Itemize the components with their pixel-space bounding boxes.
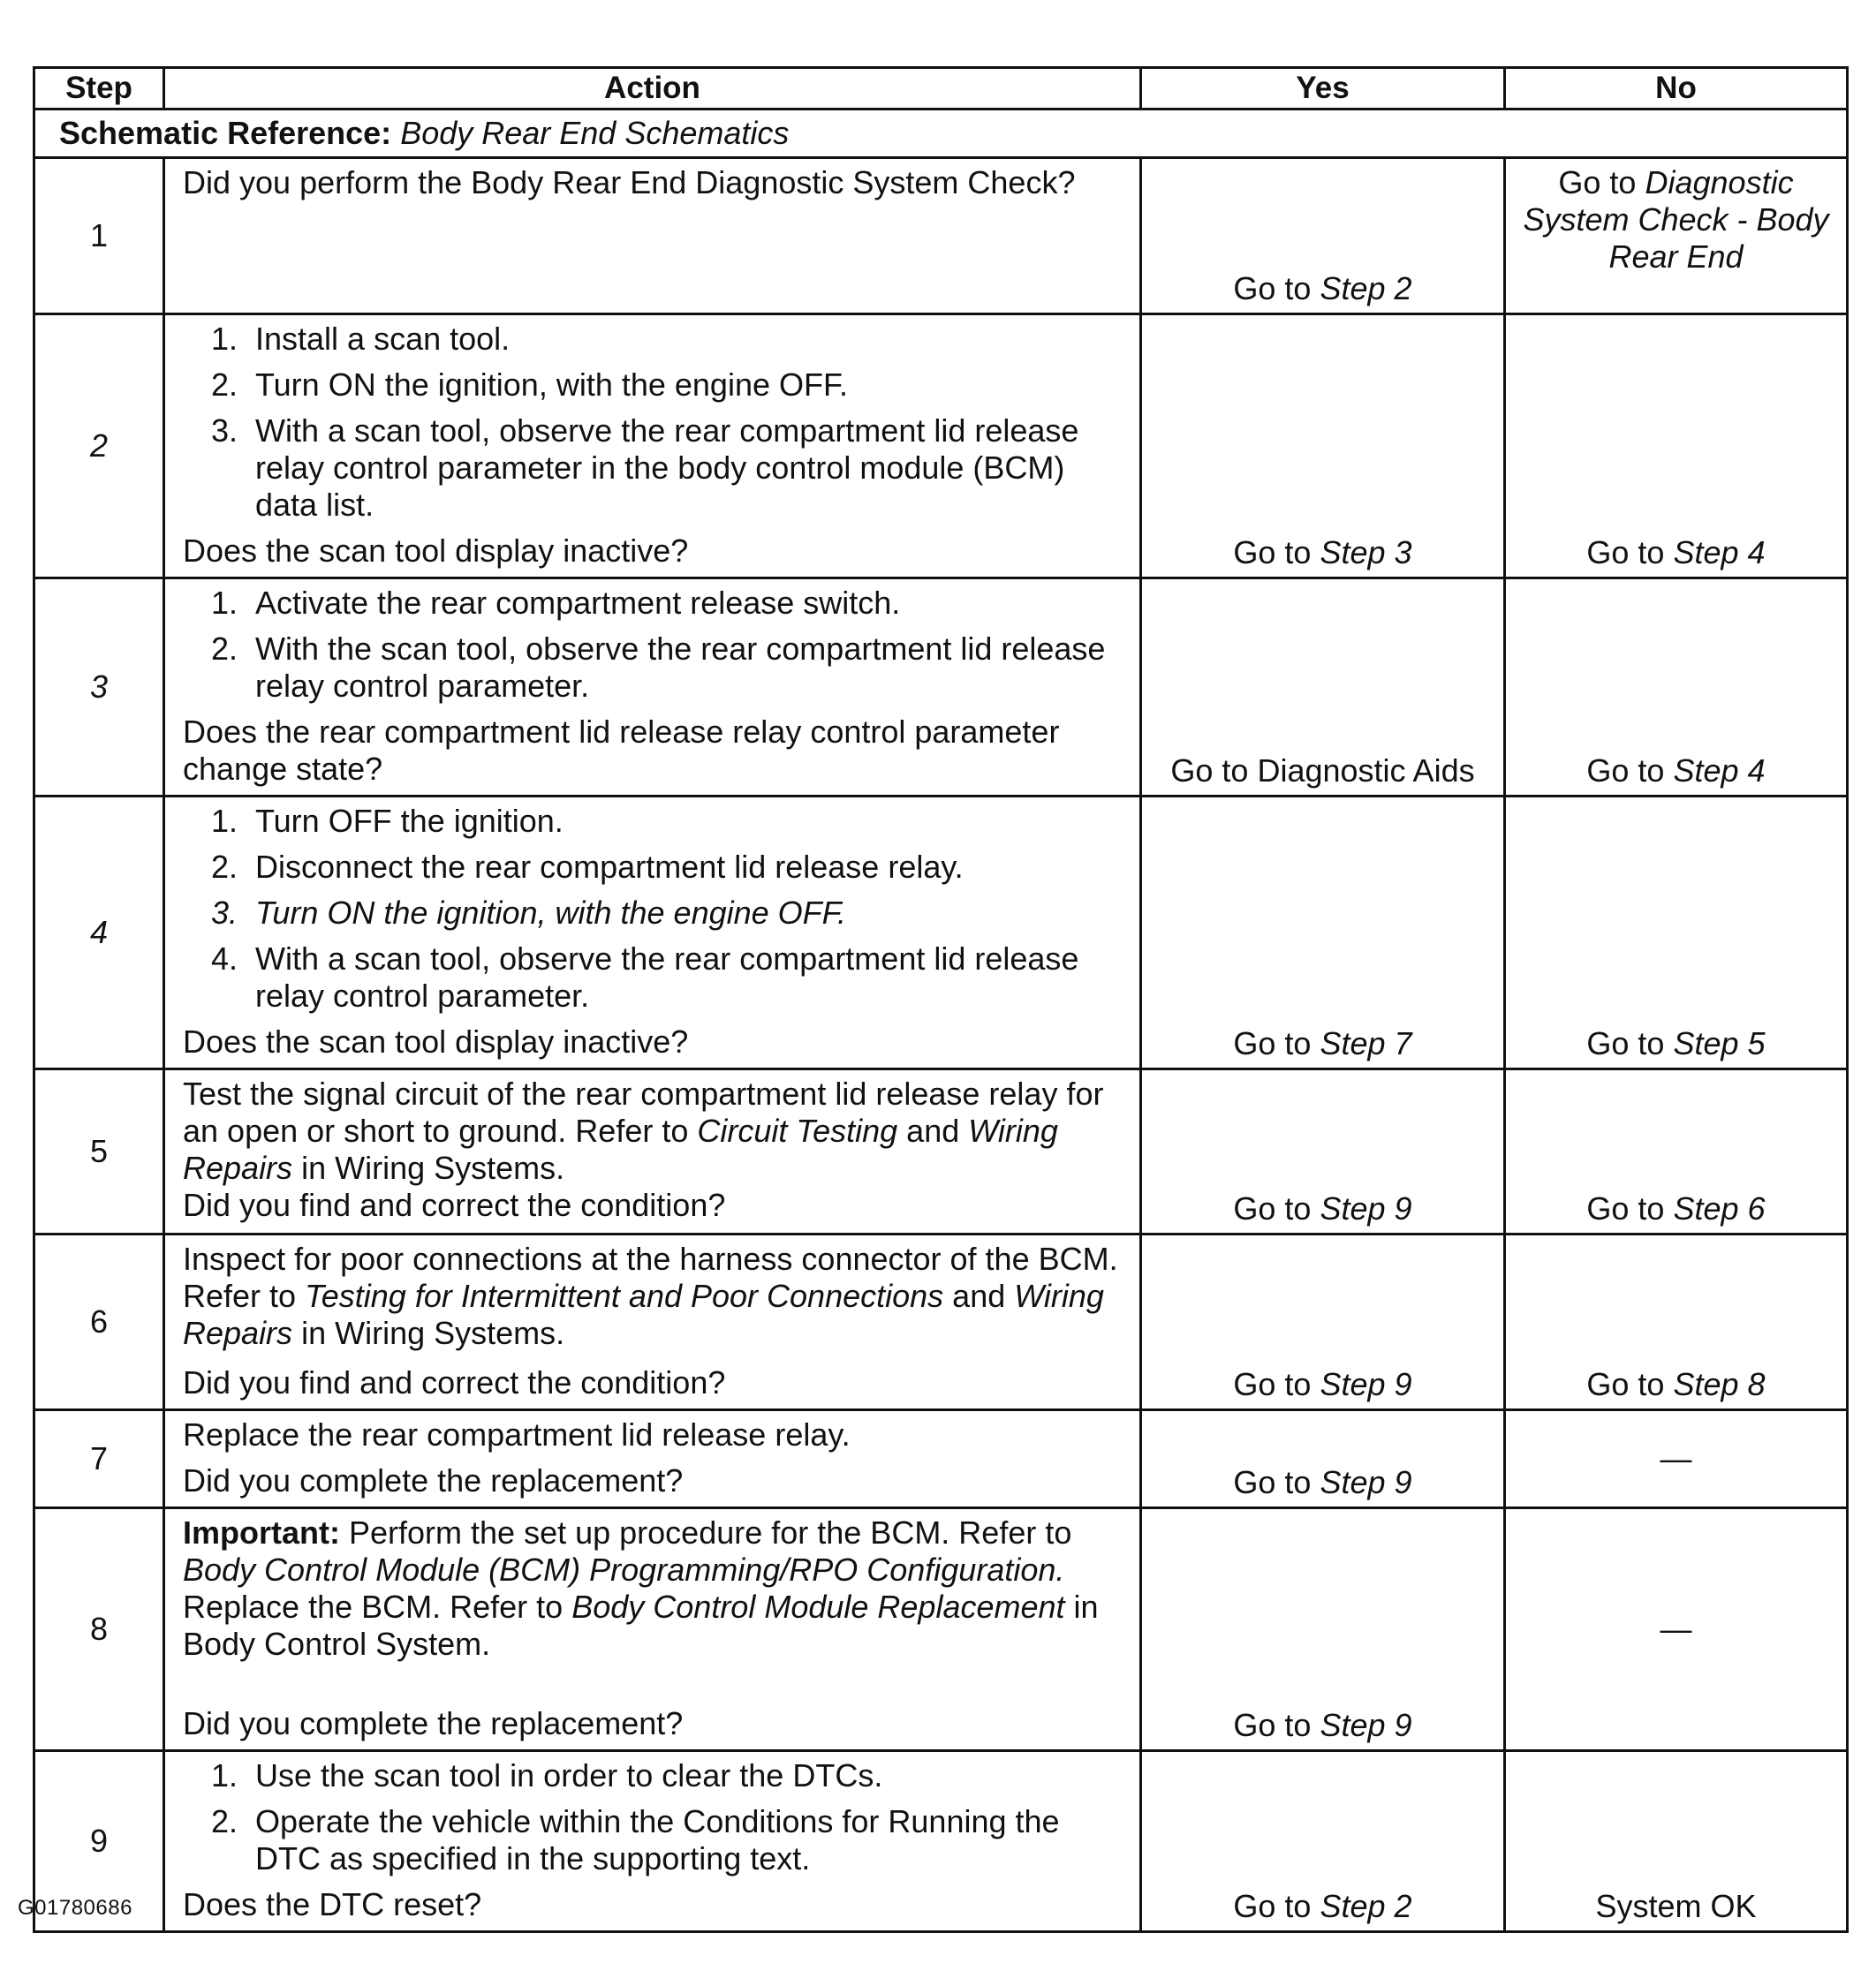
no-cell bbox=[1505, 1069, 1848, 1235]
no-link[interactable]: Step 5 bbox=[1673, 1025, 1766, 1061]
yes-link[interactable]: Step 7 bbox=[1320, 1025, 1412, 1061]
list-item: 1. Activate the rear compartment release switch. bbox=[211, 585, 901, 621]
no-cell bbox=[1505, 578, 1848, 797]
table-row bbox=[34, 1751, 1848, 1932]
yes-cell bbox=[1141, 158, 1505, 314]
action-list bbox=[183, 585, 1122, 705]
no-link[interactable]: Diagnostic System Check - Body Rear End bbox=[1523, 164, 1829, 275]
action-list bbox=[183, 321, 1122, 524]
action-text: Test the signal circuit of the rear compartment lid release relay for an open or short to ground. Refer to Circuit Testing and Wiring Repairs in Wiring Systems. bbox=[183, 1076, 1104, 1186]
table-row bbox=[34, 1235, 1848, 1410]
action-text: Important: Perform the set up procedure for the BCM. Refer to Body Control Module (BCM) Programming/RPO Configuration. bbox=[183, 1514, 1072, 1588]
list-item: 1. Install a scan tool. bbox=[211, 321, 511, 357]
step-number: 1 bbox=[34, 158, 164, 314]
step-number: 7 bbox=[34, 1410, 164, 1508]
wiring-repairs-link[interactable]: Wiring Repairs bbox=[183, 1113, 1058, 1186]
list-item: 2. Disconnect the rear compartment lid release relay. bbox=[211, 849, 964, 885]
yes-cell bbox=[1141, 578, 1505, 797]
no-cell: — bbox=[1505, 1508, 1848, 1751]
action-question: Did you find and correct the condition? bbox=[183, 1364, 726, 1401]
schematic-row bbox=[34, 109, 1848, 158]
action-cell bbox=[164, 314, 1141, 578]
important-label: Important: bbox=[183, 1514, 340, 1551]
action-cell bbox=[164, 1508, 1141, 1751]
yes-prefix: Go to bbox=[1233, 1025, 1312, 1061]
yes-cell bbox=[1141, 1751, 1505, 1932]
action-cell bbox=[164, 158, 1141, 314]
action-cell bbox=[164, 1069, 1141, 1235]
list-item: 3. With a scan tool, observe the rear compartment lid release relay control parameter in the body control module (BCM) data list. bbox=[211, 412, 1079, 523]
schematic-reference bbox=[34, 109, 1848, 158]
no-link[interactable]: Step 8 bbox=[1673, 1366, 1766, 1402]
action-text: Did you perform the Body Rear End Diagnostic System Check? bbox=[183, 164, 1076, 200]
no-prefix: Go to bbox=[1586, 1366, 1665, 1402]
step-number: 3 bbox=[34, 578, 164, 797]
action-cell bbox=[164, 1235, 1141, 1410]
no-text: System OK bbox=[1595, 1888, 1757, 1924]
no-link[interactable]: Step 6 bbox=[1673, 1190, 1766, 1227]
table-row bbox=[34, 158, 1848, 314]
yes-link[interactable]: Step 9 bbox=[1320, 1366, 1412, 1402]
table-row bbox=[34, 797, 1848, 1069]
list-item: 2. With the scan tool, observe the rear compartment lid release relay control parameter. bbox=[211, 631, 1106, 704]
circuit-testing-link[interactable]: Circuit Testing bbox=[697, 1113, 898, 1149]
header-yes: Yes bbox=[1141, 68, 1505, 109]
action-cell bbox=[164, 1751, 1141, 1932]
yes-prefix: Go to bbox=[1233, 270, 1312, 306]
yes-prefix: Go to bbox=[1233, 1707, 1312, 1743]
yes-prefix: Go to bbox=[1233, 1888, 1312, 1924]
action-question: Did you complete the replacement? bbox=[183, 1705, 684, 1741]
yes-cell bbox=[1141, 797, 1505, 1069]
table-row bbox=[34, 1508, 1848, 1751]
no-cell bbox=[1505, 158, 1848, 314]
no-prefix: Go to bbox=[1558, 164, 1637, 200]
yes-link[interactable]: Step 2 bbox=[1320, 270, 1412, 306]
list-item: 4. With a scan tool, observe the rear compartment lid release relay control parameter. bbox=[211, 940, 1079, 1014]
action-cell bbox=[164, 797, 1141, 1069]
schematic-link[interactable]: Body Rear End Schematics bbox=[400, 115, 790, 151]
step-number: 8 bbox=[34, 1508, 164, 1751]
no-link[interactable]: Step 4 bbox=[1673, 534, 1766, 570]
no-cell: — bbox=[1505, 1410, 1848, 1508]
action-cell bbox=[164, 1410, 1141, 1508]
no-cell bbox=[1505, 1751, 1848, 1932]
wiring-repairs-link[interactable]: Wiring Repairs bbox=[183, 1278, 1104, 1351]
step-number: 4 bbox=[34, 797, 164, 1069]
yes-cell bbox=[1141, 1508, 1505, 1751]
yes-prefix: Go to bbox=[1233, 534, 1312, 570]
table-row bbox=[34, 1069, 1848, 1235]
no-cell bbox=[1505, 314, 1848, 578]
action-question: Did you find and correct the condition? bbox=[183, 1187, 726, 1223]
bcm-programming-link[interactable]: Body Control Module (BCM) Programming/RPO Configuration. bbox=[183, 1552, 1065, 1588]
list-item: 3. Turn ON the ignition, with the engine OFF. bbox=[211, 895, 847, 931]
table-row bbox=[34, 314, 1848, 578]
action-list bbox=[183, 1757, 1122, 1877]
table-row bbox=[34, 1410, 1848, 1508]
action-cell bbox=[164, 578, 1141, 797]
header-no: No bbox=[1505, 68, 1848, 109]
no-prefix: Go to bbox=[1586, 1025, 1665, 1061]
diagnostic-table bbox=[33, 66, 1849, 1933]
action-question: Does the DTC reset? bbox=[183, 1886, 482, 1922]
yes-cell bbox=[1141, 314, 1505, 578]
yes-prefix: Go to bbox=[1233, 1464, 1312, 1500]
action-question: Does the rear compartment lid release relay control parameter change state? bbox=[183, 714, 1060, 787]
no-cell bbox=[1505, 1235, 1848, 1410]
intermittent-connections-link[interactable]: Testing for Intermittent and Poor Connections bbox=[305, 1278, 944, 1314]
yes-cell bbox=[1141, 1235, 1505, 1410]
list-item: 2. Turn ON the ignition, with the engine OFF. bbox=[211, 366, 848, 403]
yes-link[interactable]: Step 3 bbox=[1320, 534, 1412, 570]
header-action: Action bbox=[164, 68, 1141, 109]
no-prefix: Go to bbox=[1586, 752, 1665, 789]
step-number: 9 bbox=[34, 1751, 164, 1932]
yes-link[interactable]: Step 9 bbox=[1320, 1464, 1412, 1500]
figure-reference-code: G01780686 bbox=[18, 1896, 132, 1920]
header-step: Step bbox=[34, 68, 164, 109]
no-cell bbox=[1505, 797, 1848, 1069]
table-row bbox=[34, 578, 1848, 797]
yes-prefix: Go to bbox=[1233, 1190, 1312, 1227]
action-text: Replace the rear compartment lid release relay. bbox=[183, 1416, 851, 1453]
yes-link[interactable]: Step 9 bbox=[1320, 1190, 1412, 1227]
yes-prefix: Go to bbox=[1233, 1366, 1312, 1402]
header-row bbox=[34, 68, 1848, 109]
yes-link[interactable]: Go to Diagnostic Aids bbox=[1170, 752, 1475, 789]
action-question: Does the scan tool display inactive? bbox=[183, 1023, 689, 1060]
step-number: 2 bbox=[34, 314, 164, 578]
action-text: Inspect for poor connections at the harness connector of the BCM. Refer to Testing for Intermittent and Poor Connections and Wiring Repairs in Wiring Systems. bbox=[183, 1241, 1118, 1351]
yes-link[interactable]: Step 2 bbox=[1320, 1888, 1412, 1924]
action-list bbox=[183, 803, 1122, 1015]
schematic-label: Schematic Reference: bbox=[59, 115, 392, 151]
no-link[interactable]: Step 4 bbox=[1673, 752, 1766, 789]
list-item: 1. Turn OFF the ignition. bbox=[211, 803, 564, 839]
no-prefix: Go to bbox=[1586, 534, 1665, 570]
bcm-replacement-link[interactable]: Body Control Module Replacement bbox=[571, 1589, 1065, 1625]
yes-link[interactable]: Step 9 bbox=[1320, 1707, 1412, 1743]
action-text: Replace the BCM. Refer to Body Control Module Replacement in Body Control System. bbox=[183, 1589, 1099, 1662]
list-item: 2. Operate the vehicle within the Conditions for Running the DTC as specified in the supporting text. bbox=[211, 1803, 1060, 1877]
yes-cell bbox=[1141, 1410, 1505, 1508]
no-prefix: Go to bbox=[1586, 1190, 1665, 1227]
list-item: 1. Use the scan tool in order to clear the DTCs. bbox=[211, 1757, 883, 1793]
action-question: Does the scan tool display inactive? bbox=[183, 532, 689, 569]
step-number: 5 bbox=[34, 1069, 164, 1235]
step-number: 6 bbox=[34, 1235, 164, 1410]
yes-cell bbox=[1141, 1069, 1505, 1235]
action-question: Did you complete the replacement? bbox=[183, 1462, 684, 1499]
